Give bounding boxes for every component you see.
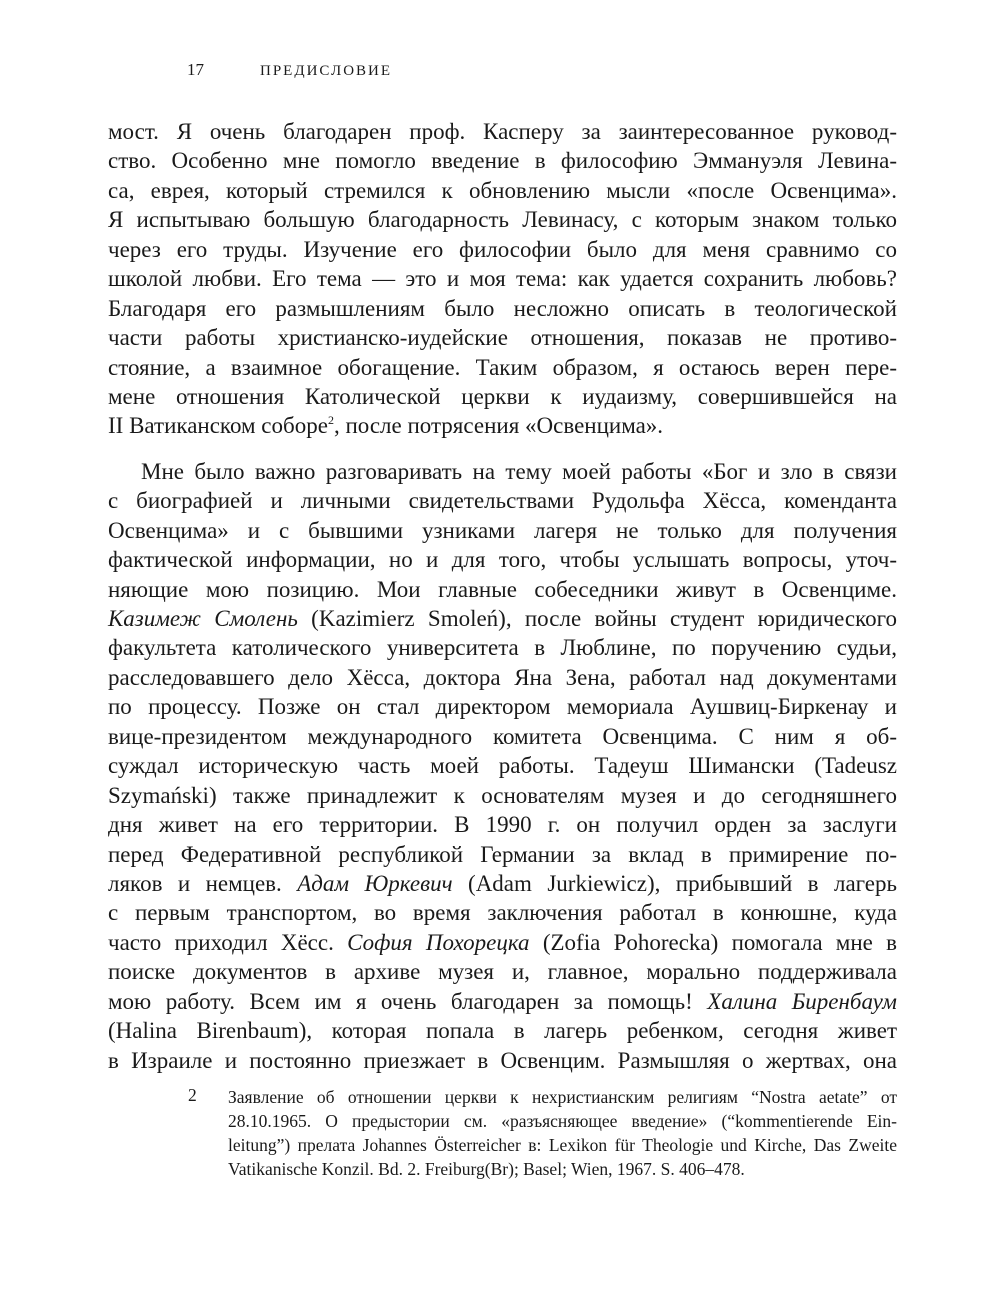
text-segment: , после потрясения «Освенцима». bbox=[333, 413, 664, 439]
footnote-line: Заявление об отношении церкви к нехристианским религиям “Nostra aetate” от bbox=[228, 1087, 897, 1107]
text-segment: (Halina Birenbaum), которая попала в лагерь ребенком, сегодня живет bbox=[108, 1018, 897, 1044]
text-segment: перед Федеративной республикой Германии за вклад в примирение по- bbox=[108, 841, 897, 867]
text-segment: Я испытываю большую благодарность Левинасу, с которым знаком только bbox=[108, 207, 897, 233]
text-segment: няющие мою позицию. Мои главные собеседники живут в Освенциме. bbox=[108, 576, 897, 602]
text-segment: II Ватиканском соборе bbox=[108, 413, 328, 439]
text-line bbox=[108, 898, 897, 927]
italic-name: София Похорецка bbox=[347, 929, 530, 955]
text-segment: мою работу. Всем им я очень благодарен за помощь! bbox=[108, 988, 708, 1014]
text-segment: мене отношения Католической церкви к иудаизму, совершившейся на bbox=[108, 383, 897, 409]
text-line bbox=[108, 810, 897, 839]
footnote-text bbox=[228, 1085, 897, 1181]
text-segment: Szymański) также принадлежит к основателям музея и до сегодняшнего bbox=[108, 782, 897, 808]
text-line bbox=[108, 575, 897, 604]
text-line bbox=[108, 692, 897, 721]
text-line bbox=[108, 869, 897, 898]
text-line bbox=[108, 987, 897, 1016]
section-title: ПРЕДИСЛОВИЕ bbox=[260, 63, 393, 79]
text-segment: мост. Я очень благодарен проф. Касперу за заинтересованное руковод- bbox=[108, 119, 897, 144]
footnote-line: 28.10.1965. О предыстории см. «разъясняющее введение» (“kommentierende Ein- bbox=[228, 1111, 897, 1131]
text-segment: с биографией и личными свидетельствами Рудольфа Хёсса, коменданта bbox=[108, 488, 897, 514]
text-line bbox=[108, 382, 897, 411]
italic-name: Адам Юркевич bbox=[297, 870, 453, 896]
text-line bbox=[108, 176, 897, 205]
text-segment: дня живет на его территории. В 1990 г. он получил орден за заслуги bbox=[108, 812, 897, 838]
text-segment: школой любви. Его тема — это и моя тема: как удается сохранить любовь? bbox=[108, 266, 897, 292]
text-line bbox=[108, 928, 897, 957]
main-text bbox=[108, 117, 897, 1075]
text-segment: факультета католического университета в Люблине, по поручению судьи, bbox=[108, 635, 897, 661]
text-segment: (Adam Jurkiewicz), прибывший в лагерь bbox=[452, 870, 897, 896]
text-line bbox=[108, 722, 897, 751]
footnote-line: leitung”) прелата Johannes Österreicher в: Lexikon für Theologie und Kirche, Das Zweite bbox=[228, 1135, 897, 1155]
text-line bbox=[108, 781, 897, 810]
text-line bbox=[108, 264, 897, 293]
text-segment: через его труды. Изучение его философии было для меня сравнимо со bbox=[108, 236, 897, 262]
running-header bbox=[187, 60, 392, 80]
text-segment: (Zofia Pohorecka) помогала мне в bbox=[529, 929, 897, 955]
text-segment: поиске документов в архиве музея и, главное, морально поддерживала bbox=[108, 959, 897, 985]
italic-name: Халина Биренбаум bbox=[707, 988, 897, 1014]
text-segment: ство. Особенно мне помогло введение в философию Эммануэля Левина- bbox=[108, 148, 897, 174]
text-line bbox=[108, 235, 897, 264]
text-line bbox=[108, 294, 897, 323]
text-line bbox=[108, 633, 897, 662]
footnote-ref: 2 bbox=[327, 413, 334, 428]
text-segment: са, еврея, который стремился к обновлению мысли «после Освенцима». bbox=[108, 177, 897, 203]
text-segment: вице-президентом международного комитета Освенцима. С ним я об- bbox=[108, 723, 897, 749]
text-segment: суждал историческую часть моей работы. Тадеуш Шимански (Tadeusz bbox=[108, 753, 897, 779]
text-line bbox=[108, 516, 897, 545]
text-line bbox=[108, 486, 897, 515]
text-line bbox=[108, 353, 897, 382]
text-line bbox=[108, 323, 897, 352]
text-segment: в Израиле и постоянно приезжает в Освенцим. Размышляя о жертвах, она bbox=[108, 1047, 897, 1073]
text-segment: по процессу. Позже он стал директором мемориала Аушвиц-Биркенау и bbox=[108, 694, 897, 720]
text-segment: ляков и немцев. bbox=[108, 870, 298, 896]
paragraph bbox=[108, 117, 897, 441]
page-number: 17 bbox=[187, 60, 204, 79]
text-segment: фактической информации, но и для того, чтобы услышать вопросы, уточ- bbox=[108, 547, 897, 573]
text-segment: часто приходил Хёсс. bbox=[108, 929, 348, 955]
text-line bbox=[108, 957, 897, 986]
text-segment: Мне было важно разговаривать на тему моей работы «Бог и зло в связи bbox=[141, 458, 897, 484]
text-line bbox=[108, 205, 897, 234]
footnote-number: 2 bbox=[188, 1085, 197, 1105]
paragraph bbox=[108, 457, 897, 1075]
footnote-line: Vatikanische Konzil. Bd. 2. Freiburg(Br); Basel; Wien, 1967. S. 406–478. bbox=[228, 1159, 745, 1179]
text-segment: (Kazimierz Smoleń), после войны студент юридического bbox=[297, 606, 897, 631]
text-segment: расследовавшего дело Хёсса, доктора Яна Зена, работал над документами bbox=[108, 664, 897, 690]
text-line bbox=[108, 146, 897, 175]
text-line bbox=[108, 840, 897, 869]
text-segment: Благодаря его размышлениям было несложно описать в теологической bbox=[108, 295, 897, 321]
text-line bbox=[108, 663, 897, 692]
text-segment: части работы христианско-иудейские отношения, показав не противо- bbox=[108, 325, 897, 351]
text-segment: с первым транспортом, во время заключения работал в конюшне, куда bbox=[108, 900, 897, 926]
text-segment: Освенцима» и с бывшими узниками лагеря не только для получения bbox=[108, 517, 897, 543]
text-line bbox=[108, 117, 897, 146]
text-segment: стояние, а взаимное обогащение. Таким образом, я остаюсь верен пере- bbox=[108, 354, 897, 380]
text-line bbox=[108, 457, 897, 486]
text-line bbox=[108, 1046, 897, 1075]
text-line bbox=[108, 751, 897, 780]
text-line bbox=[108, 411, 897, 440]
text-line bbox=[108, 1016, 897, 1045]
text-line bbox=[108, 604, 897, 633]
italic-name: Казимеж Смолень bbox=[108, 606, 298, 631]
text-line bbox=[108, 545, 897, 574]
